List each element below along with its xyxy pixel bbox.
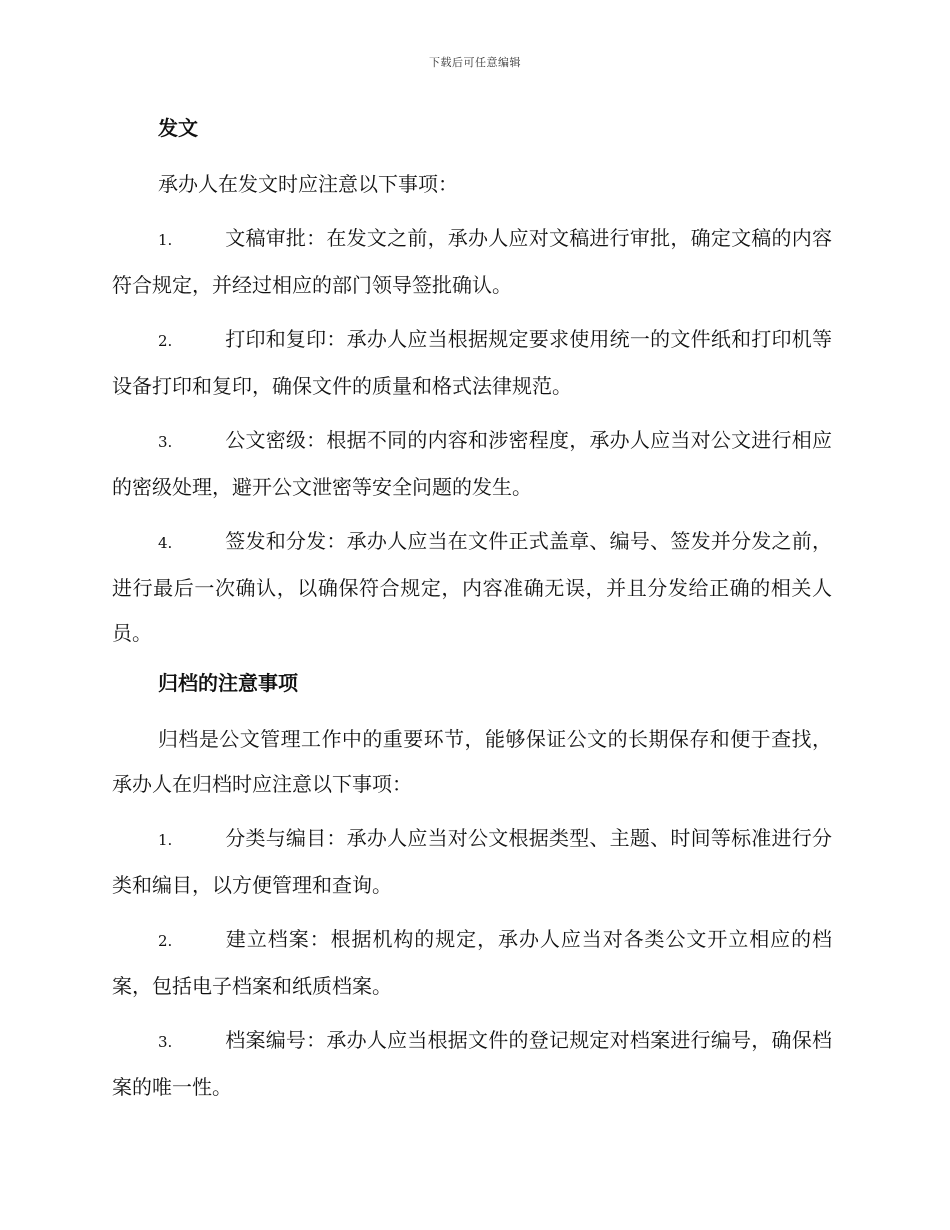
page-header: 下载后可任意编辑 [429, 56, 521, 69]
list-item-text: 签发和分发：承办人应当在文件正式盖章、编号、签发并分发之前，进行最后一次确认，以确保符合规定，内容准确无误，并且分发给正确的相关人员。 [112, 529, 832, 645]
list-item-number: 1. [158, 831, 173, 849]
list-item-text: 分类与编目：承办人应当对公文根据类型、主题、时间等标准进行分类和编目，以方便管理和查询。 [112, 826, 832, 897]
document-body [112, 110, 832, 1110]
section-title-fawen: 发文 [158, 116, 198, 140]
section-intro: 归档是公文管理工作中的重要环节，能够保证公文的长期保存和便于查找，承办人在归档时应注意以下事项： [112, 727, 832, 796]
list-item-number: 2. [158, 932, 173, 950]
list-item [112, 216, 832, 308]
list-item [112, 519, 832, 656]
list-item [112, 317, 832, 409]
section-intro: 承办人在发文时应注意以下事项： [158, 172, 458, 196]
list-item [112, 1018, 832, 1110]
list-item [112, 917, 832, 1009]
list-item-text: 公文密级：根据不同的内容和涉密程度，承办人应当对公文进行相应的密级处理，避开公文泄密等安全问题的发生。 [112, 428, 832, 499]
list-item-number: 1. [158, 231, 173, 249]
list-item-number: 3. [158, 433, 173, 451]
list-item-text: 建立档案：根据机构的规定，承办人应当对各类公文开立相应的档案，包括电子档案和纸质档案。 [112, 927, 832, 998]
section-title-archiving: 归档的注意事项 [158, 671, 298, 695]
list-item-text: 打印和复印：承办人应当根据规定要求使用统一的文件纸和打印机等设备打印和复印，确保文件的质量和格式法律规范。 [112, 327, 832, 398]
list-item-number: 2. [158, 332, 173, 350]
list-item-number: 4. [158, 534, 173, 552]
list-item-number: 3. [158, 1033, 173, 1051]
list-item-text: 文稿审批：在发文之前，承办人应对文稿进行审批，确定文稿的内容符合规定，并经过相应的部门领导签批确认。 [112, 226, 832, 297]
list-item [112, 418, 832, 510]
list-item-text: 档案编号：承办人应当根据文件的登记规定对档案进行编号，确保档案的唯一性。 [112, 1028, 832, 1099]
list-item [112, 816, 832, 908]
